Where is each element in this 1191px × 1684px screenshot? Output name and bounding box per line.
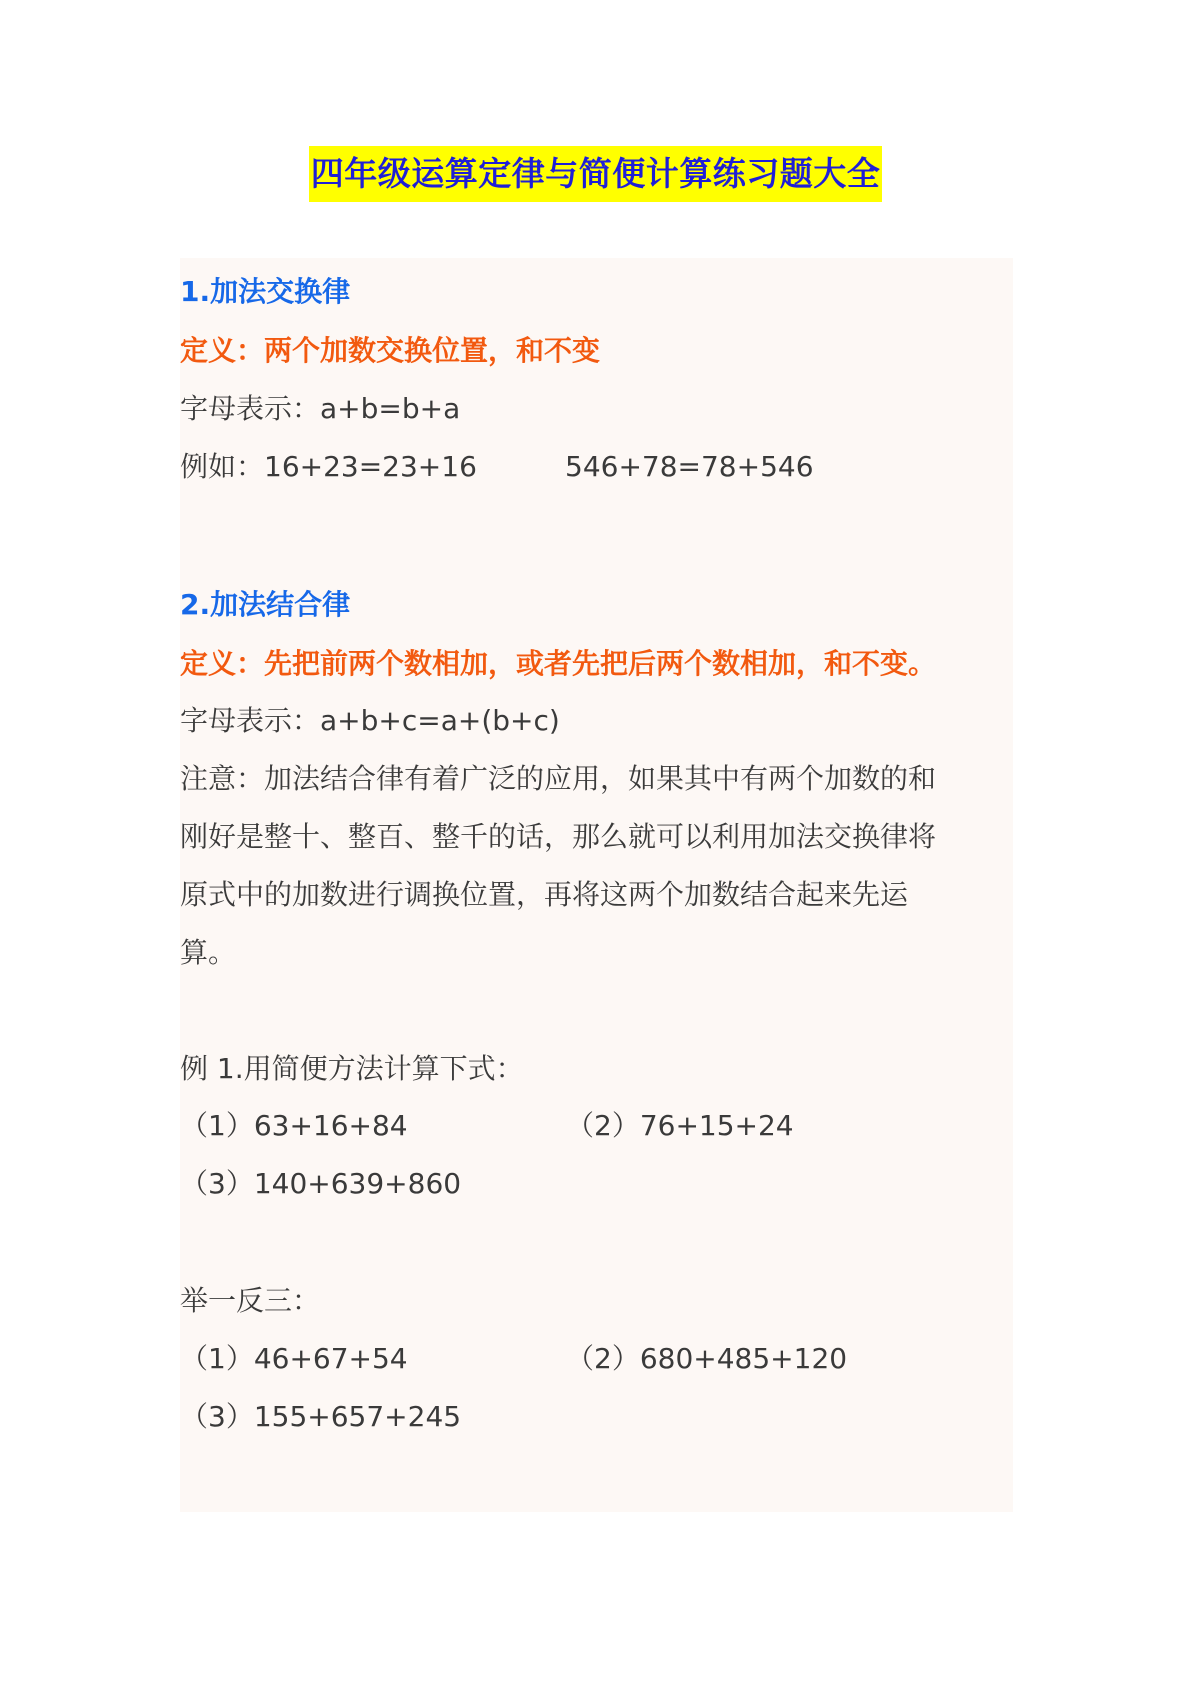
section1-definition: 定义：两个加数交换位置，和不变 (180, 334, 601, 367)
section2-note-line: 注意：加法结合律有着广泛的应用，如果其中有两个加数的和 (180, 762, 937, 795)
section2-definition: 定义：先把前两个数相加，或者先把后两个数相加，和不变。 (180, 647, 937, 680)
section1-heading: 1.加法交换律 (180, 275, 351, 308)
practice-problem: （3）155+657+245 (180, 1400, 462, 1433)
section2-note-line: 算。 (180, 936, 237, 969)
example1-prompt: 例 1.用简便方法计算下式： (180, 1052, 524, 1085)
section2-note-line: 刚好是整十、整百、整千的话，那么就可以利用加法交换律将 (180, 820, 937, 853)
example1-problem: （2）76+15+24 (566, 1109, 794, 1142)
practice-row (180, 1339, 1013, 1379)
section2-note-line: 原式中的加数进行调换位置，再将这两个加数结合起来先运 (180, 878, 909, 911)
example1-problem: （1）63+16+84 (180, 1109, 408, 1142)
title-container (0, 146, 1191, 202)
practice-prompt: 举一反三： (180, 1284, 321, 1317)
practice-problem: （1）46+67+54 (180, 1342, 408, 1375)
section2-heading: 2.加法结合律 (180, 588, 351, 621)
section1-formula: 字母表示：a+b=b+a (180, 392, 461, 425)
section1-example-b: 546+78=78+546 (565, 450, 814, 483)
example1-row (180, 1106, 1013, 1146)
section1-example-a: 例如：16+23=23+16 (180, 450, 477, 483)
section2-formula: 字母表示：a+b+c=a+(b+c) (180, 704, 560, 737)
practice-problem: （2）680+485+120 (566, 1342, 848, 1375)
example1-problem: （3）140+639+860 (180, 1167, 462, 1200)
page-title: 四年级运算定律与简便计算练习题大全 (309, 146, 883, 202)
section1-example-row (180, 447, 1013, 487)
content-panel (180, 258, 1013, 1512)
